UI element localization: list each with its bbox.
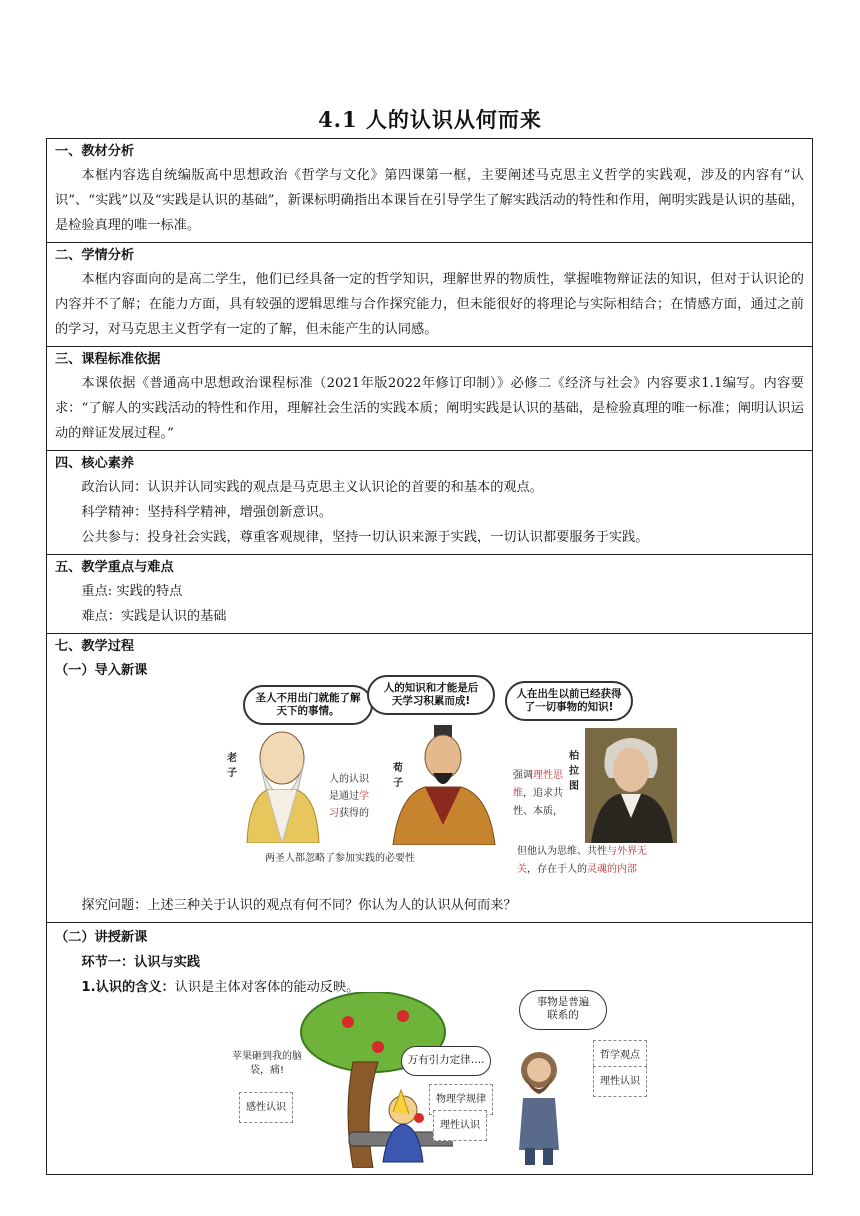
note-text: 是通过	[329, 791, 359, 802]
physics-law-tag: 物理学规律	[429, 1084, 493, 1115]
definition-text: 认识是主体对客体的能动反映。	[174, 980, 360, 995]
subsection-heading: （一）导入新课	[55, 663, 148, 678]
marx-figure	[509, 1050, 569, 1165]
literacy-item: 公共参与：投身社会实践，尊重客观规律，坚持一切认识来源于实践，一切认识都要服务于实践。	[81, 530, 649, 545]
xunzi-name: 荀子	[393, 763, 403, 789]
caption-highlight: 灵魂的内部	[587, 864, 637, 875]
section-text: 本课依据《普通高中思想政治课程标准（2021年版2022年修订印制）》必修二《经济与社会》内容要求1.1编写。内容要求：“了解人的实践活动的特性和作用，理解社会生活的实践本质；阐明实践是认识的基础，是检验真理的唯一标准；阐明认识运动的辩证发展过程。”	[55, 376, 804, 441]
section-heading: 五、教学重点与难点	[55, 560, 174, 575]
section-heading: 二、学情分析	[55, 248, 135, 263]
lesson-plan-table	[46, 138, 813, 1175]
section-learner-analysis	[47, 243, 812, 347]
link-heading: 环节一：认识与实践	[81, 955, 201, 970]
section-text: 本框内容面向的是高二学生，他们已经具备一定的哲学知识，理解世界的物质性，掌握唯物辩证法的知识，但对于认识论的内容并不了解；在能力方面，具有较强的逻辑思维与合作探究能力，但未能很好的将理论与实际相结合；在情感方面，通过之前的学习，对马克思主义哲学有一定的了解，但未能产生的认同感。	[55, 272, 804, 337]
apple-text: 苹果砸到我的脑袋，痛!	[232, 1051, 302, 1076]
inquiry-question: 探究问题：上述三种关于认识的观点有何不同？你认为人的认识从何而来？	[81, 898, 517, 913]
newton-marx-illustration	[55, 996, 804, 1170]
page-title: 4.1 人的认识从何而来	[318, 107, 542, 132]
plato-name: 柏拉图	[569, 751, 579, 792]
perceptual-cognition-tag: 感性认识	[239, 1092, 293, 1123]
caption-text: ，存在于人的	[527, 864, 587, 875]
literacy-item: 科学精神：坚持科学精神，增强创新意识。	[81, 505, 332, 520]
plato-speech-bubble: 人在出生以前已经获得了一切事物的知识!	[505, 681, 633, 721]
note-text: ，追求共性、本质，	[513, 788, 563, 817]
laozi-speech-bubble: 圣人不用出门就能了解天下的事情。	[243, 685, 373, 725]
apple-tree	[293, 992, 453, 1168]
section-textbook-analysis	[47, 139, 812, 243]
philosophers-illustration	[55, 683, 804, 893]
plato-portrait	[585, 728, 677, 843]
philosophy-view-tag: 哲学观点	[593, 1040, 647, 1071]
section-teaching-process	[47, 634, 812, 923]
difficult-point: 难点：实践是认识的基础	[81, 609, 227, 624]
section-key-points	[47, 555, 812, 634]
section-heading: 七、教学过程	[55, 639, 135, 654]
note-text: 获得的	[339, 808, 369, 819]
gravity-thought-bubble: 万有引力定律….	[401, 1046, 491, 1076]
section-core-literacy	[47, 451, 812, 555]
plato-note	[513, 767, 575, 821]
definition-term: 1.认识的含义：	[81, 980, 175, 995]
caption-right	[517, 843, 655, 879]
section-new-lesson	[47, 923, 812, 1174]
section-heading: 四、核心素养	[55, 456, 135, 471]
laozi-name: 老子	[227, 753, 237, 779]
laozi-portrait	[237, 718, 327, 843]
key-point: 重点: 实践的特点	[81, 584, 183, 599]
section-heading: 三、课程标准依据	[55, 352, 161, 367]
section-heading: 一、教材分析	[55, 144, 135, 159]
caption-text: 但他认为思维、共性	[517, 846, 607, 857]
rational-cognition-tag-2: 理性认识	[593, 1066, 647, 1097]
literacy-item: 政治认同：认识并认同实践的观点是马克思主义认识论的首要的和基本的观点。	[81, 480, 543, 495]
xunzi-speech-bubble: 人的知识和才能是后天学习积累而成!	[367, 675, 495, 715]
subsection-heading: （二）讲授新课	[55, 930, 148, 945]
caption-left: 两圣人都忽略了参加实践的必要性	[265, 853, 415, 864]
note-text: 强调	[513, 770, 533, 781]
section-text: 本框内容选自统编版高中思想政治《哲学与文化》第四课第一框，主要阐述马克思主义哲学的实践观，涉及的内容有“认识”、“实践”以及“实践是认识的基础”，新课标明确指出本课旨在引导学生了解实践活动的特性和作用，阐明实践是认识的基础，是检验真理的唯一标准。	[55, 168, 804, 233]
xunzi-note	[329, 771, 377, 822]
marx-thought-bubble: 事物是普遍联系的	[519, 990, 607, 1030]
rational-cognition-tag: 理性认识	[433, 1110, 487, 1141]
note-highlight: 理性思维	[513, 770, 563, 799]
caption-highlight: 与外界无关	[517, 846, 647, 875]
note-highlight: 学习	[329, 791, 369, 819]
note-text: 人的认识	[329, 774, 369, 785]
section-curriculum-standard	[47, 347, 812, 451]
